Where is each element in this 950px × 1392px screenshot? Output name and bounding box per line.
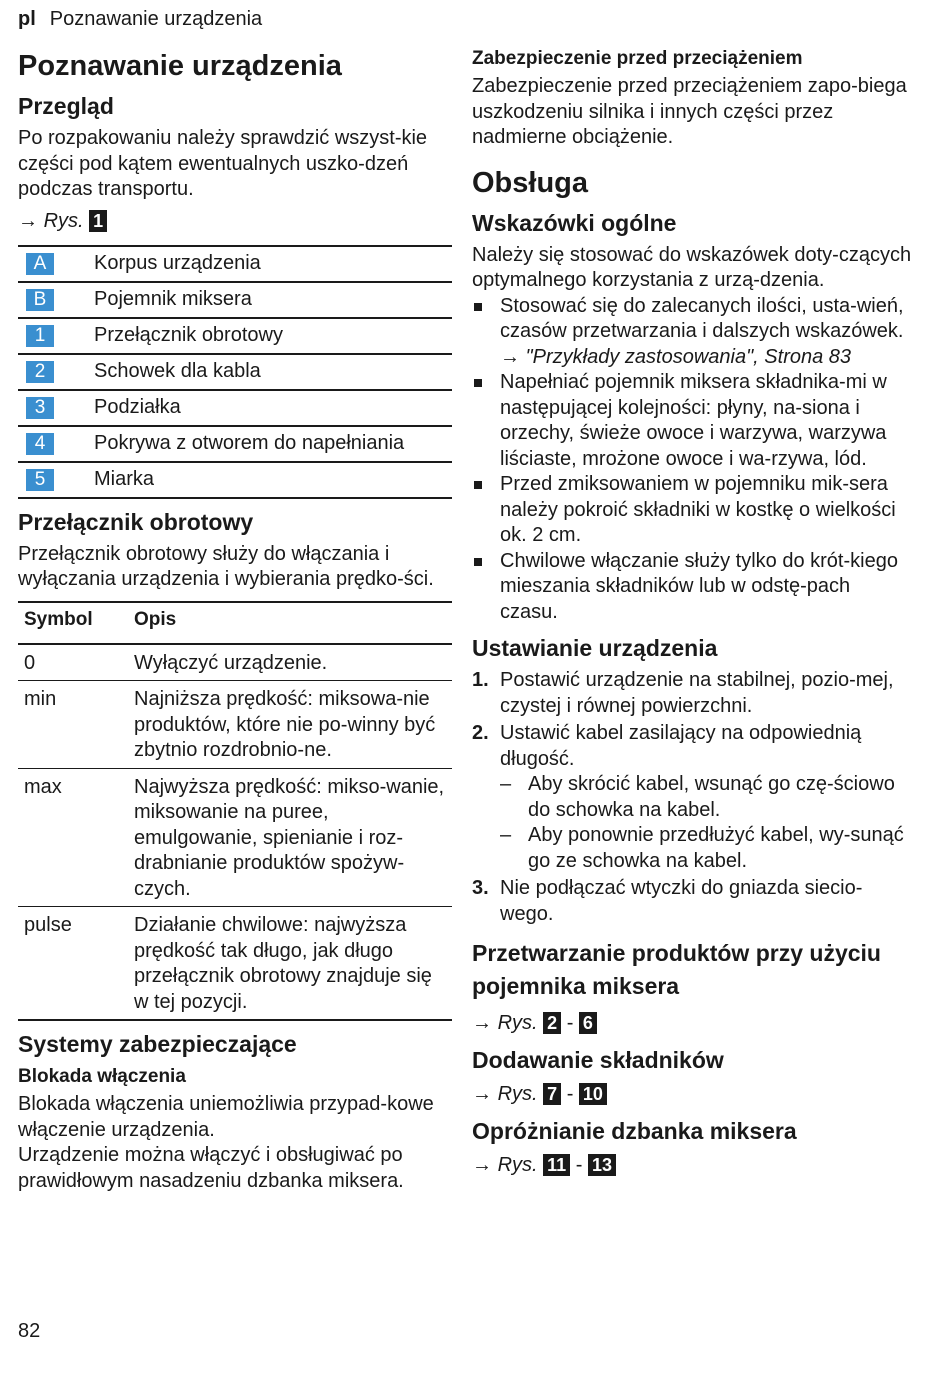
list-item: Przed zmiksowaniem w pojemniku mik-sera należy pokroić składniki w kostkę o wielkości ok. 2 cm. [472,472,912,549]
part-key: 3 [26,397,54,419]
figure-badge: 1 [89,210,107,232]
table-row [18,462,452,498]
table-row [18,426,452,462]
table-row [18,681,452,769]
symbol-cell: 0 [18,644,128,681]
left-column [18,50,452,1194]
part-key: B [26,289,54,311]
table-row [18,907,452,1021]
part-label: Pojemnik miksera [94,282,452,318]
setup-steps [472,668,912,927]
emptying-figure-reference: → Rys. 11 - 13 [472,1151,912,1179]
part-label: Podziałka [94,390,452,426]
dash-item: – Aby ponownie przedłużyć kabel, wy-sunąć go ze schowka na kabel. [500,824,904,872]
switch-heading: Przełącznik obrotowy [18,508,254,535]
part-label: Przełącznik obrotowy [94,318,452,354]
part-key: 5 [26,469,54,491]
language-code: pl [18,8,36,30]
overload-text: Zabezpieczenie przed przeciążeniem zapo-biega uszkodzeniu silnika i innych części przez nadmierne obciążenie. [472,75,907,148]
table-row [18,768,452,907]
part-key: A [26,253,54,275]
overview-heading: Przegląd [18,93,114,119]
header-title: Poznawanie urządzenia [49,8,263,30]
part-label: Korpus urządzenia [94,246,452,282]
lock-heading: Blokada włączenia [18,1066,186,1087]
setup-heading: Ustawianie urządzenia [472,635,718,661]
figure-reference: → Rys. 1 [18,207,452,235]
right-column [472,48,912,1183]
list-item: Chwilowe włączanie służy tylko do krót-kiego mieszania składników lub w odstę-pach czasu. [472,549,912,626]
symbol-cell: pulse [18,907,128,1021]
part-key: 4 [26,433,54,455]
processing-heading: Przetwarzanie produktów przy użyciu pojemnika miksera [472,940,881,999]
overview-text: Po rozpakowaniu należy sprawdzić wszyst-kie części pod kątem ewentualnych uszko-dzeń podczas transportu. [18,127,428,200]
parts-table [18,245,452,499]
general-heading: Wskazówki ogólne [472,209,677,236]
switch-text: Przełącznik obrotowy służy do włączania i wyłączania urządzenia i wybierania prędko-ści. [18,542,434,590]
table-row [18,318,452,354]
adding-figure-reference: → Rys. 7 - 10 [472,1080,912,1108]
symbol-cell: min [18,681,128,769]
table-row [18,246,452,282]
symbol-table [18,601,452,1022]
step-item: 2. Ustawić kabel zasilający na odpowiednią długość. – Aby skrócić kabel, wsunąć go czę-ściowo do schowka na kabel. – Aby ponownie przedłużyć kabel, wy-sunąć go ze schowka na kabel. [472,721,912,874]
step-item: 1. Postawić urządzenie na stabilnej, pozio-mej, czystej i równej powierzchni. [472,669,894,717]
dash-item: – Aby skrócić kabel, wsunąć go czę-ściowo do schowka na kabel. [500,773,895,821]
part-key: 2 [26,361,54,383]
lock-text-1: Blokada włączenia uniemożliwia przypad-kowe włączenie urządzenia. [18,1093,434,1141]
symbol-column-header: Symbol [18,602,128,644]
description-cell: Działanie chwilowe: najwyższa prędkość tak długo, jak długo przełącznik obrotowy znajduje się w tej pozycji. [128,907,452,1021]
page-title: Poznawanie urządzenia [18,50,342,82]
description-cell: Najwyższa prędkość: mikso-wanie, miksowanie na puree, emulgowanie, spienianie i roz-drabnianie produktów spożyw-czych. [128,768,452,907]
overload-heading: Zabezpieczenie przed przeciążeniem [472,48,803,69]
table-row [18,354,452,390]
description-cell: Wyłączyć urządzenie. [128,644,452,681]
table-row [18,390,452,426]
description-cell: Najniższa prędkość: miksowa-nie produktów, które nie po-winny być zbytnio rozdrobnio-ne. [128,681,452,769]
table-row [18,644,452,681]
table-row [18,282,452,318]
list-item: Stosować się do zalecanych ilości, usta-wień, czasów przetwarzania i dalszych wskazówek. → "Przykłady zastosowania", Strona 83 [472,294,912,371]
adding-heading: Dodawanie składników [472,1047,724,1073]
symbol-cell: max [18,768,128,907]
part-label: Schowek dla kabla [94,354,452,390]
emptying-heading: Opróżnianie dzbanka miksera [472,1118,797,1144]
step-item: 3. Nie podłączać wtyczki do gniazda siecio-wego. [472,877,863,925]
lock-text-2: Urządzenie można włączyć i obsługiwać po prawidłowym nasadzeniu dzbanka miksera. [18,1144,404,1192]
tips-list [472,294,912,626]
page-number: 82 [18,1320,41,1342]
part-key: 1 [26,325,54,347]
list-item: Napełniać pojemnik miksera składnika-mi w następującej kolejności: płyny, na-siona i orzechy, świeże owoce i warzywa, warzywa liściaste, mrożone owoce i wa-rzywa, lód. [472,370,912,472]
operation-title: Obsługa [472,166,589,199]
part-label: Miarka [94,462,452,498]
part-label: Pokrywa z otworem do napełniania [94,426,452,462]
page-header [18,8,262,31]
cross-reference: → "Przykłady zastosowania", Strona 83 [500,345,852,368]
processing-figure-reference: → Rys. 2 - 6 [472,1009,912,1037]
description-column-header: Opis [128,602,452,644]
safety-heading: Systemy zabezpieczające [18,1031,297,1057]
general-text: Należy się stosować do wskazówek doty-czących optymalnego korzystania z urzą-dzenia. [472,243,912,291]
